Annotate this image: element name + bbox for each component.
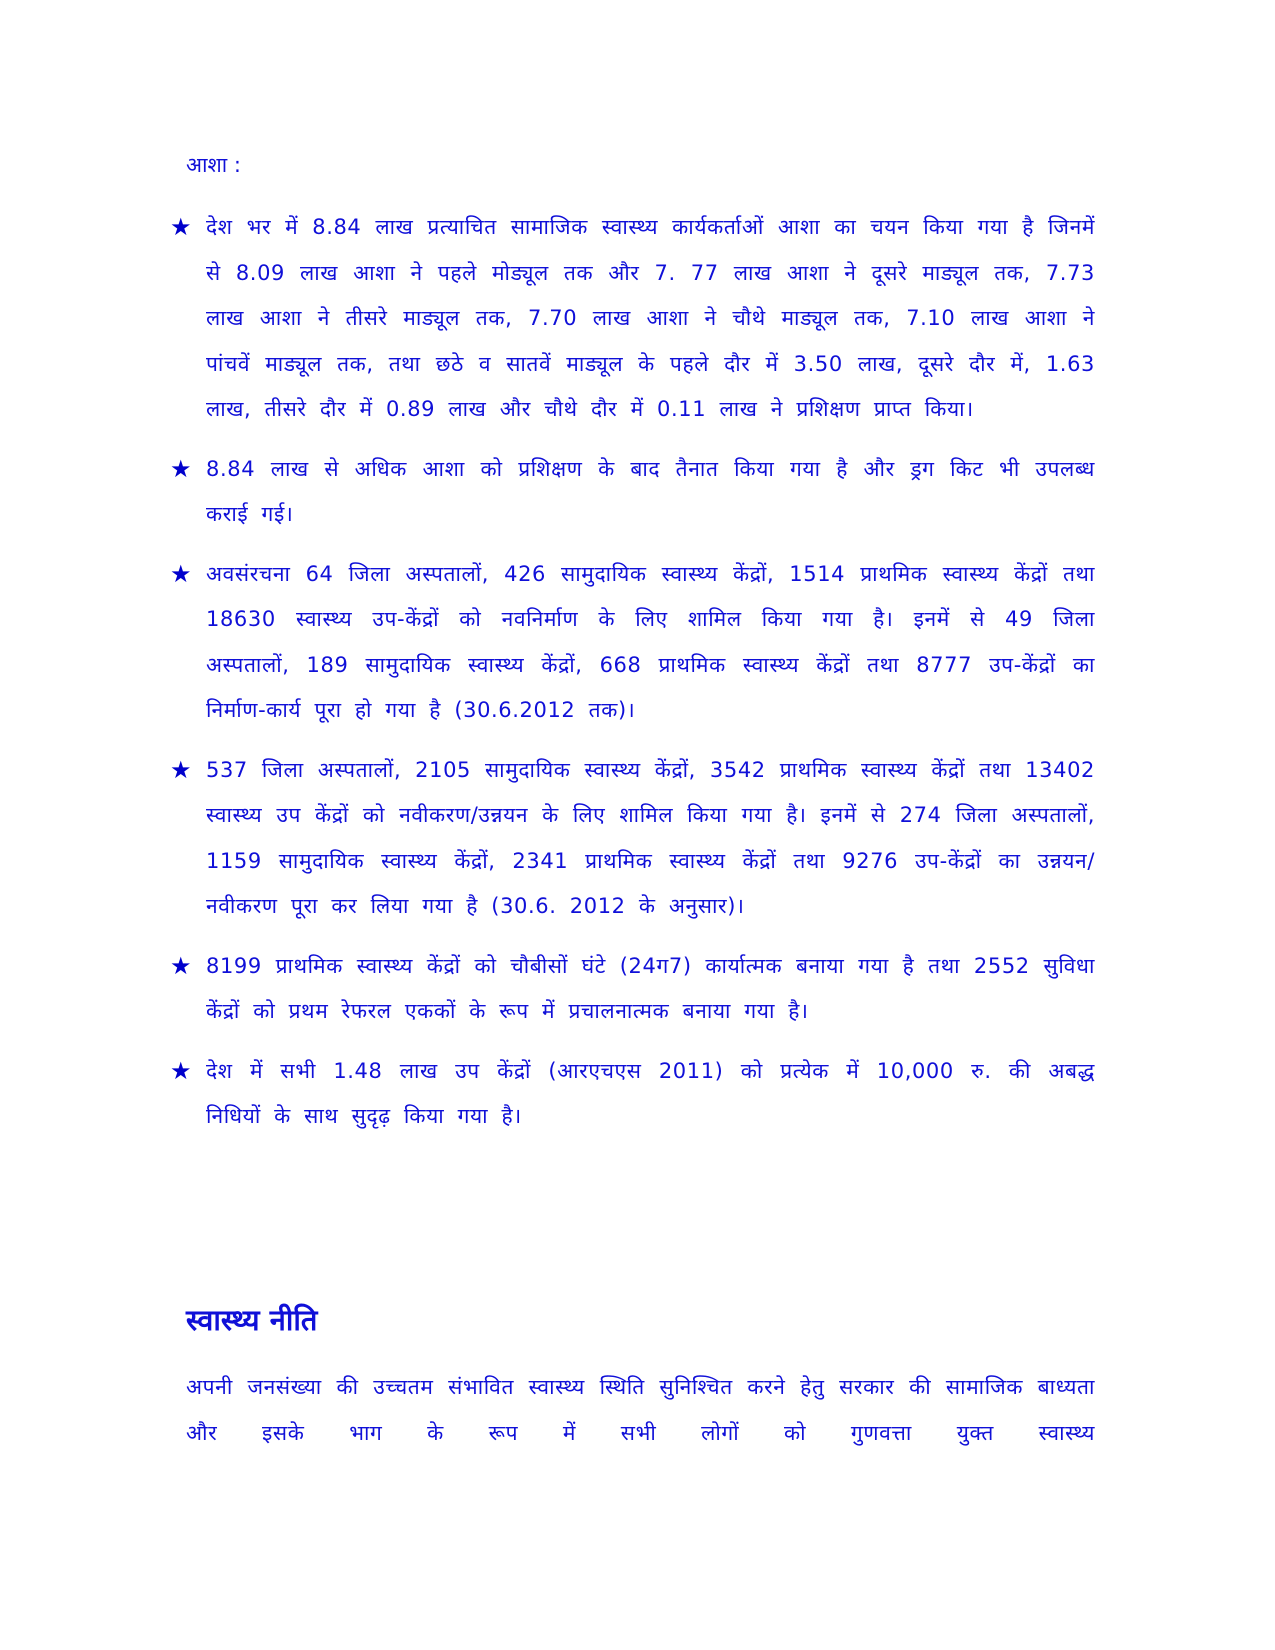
bullet-text: अवसंरचना 64 जिला अस्पतालों, 426 सामुदायिक स्वास्थ्य केंद्रों, 1514 प्राथमिक स्वास्थ्य केंद्रों तथा 18630 स्वास्थ्य उप-केंद्रों को नवनिर्माण के लिए शामिल किया गया है। इनमें से 49 जिला अस्पतालों, 189 सामुदायिक स्वास्थ्य केंद्रों, 668 प्राथमिक स्वास्थ्य केंद्रों तथा 8777 उप-केंद्रों का निर्माण-कार्य पूरा हो गया है (30.6.2012 तक)। (206, 561, 1095, 722)
star-bullet-icon: ★ (170, 755, 193, 784)
bullet-text: 8199 प्राथमिक स्वास्थ्य केंद्रों को चौबीसों घंटे (24ग7) कार्यात्मक बनाया गया है तथा 2552 सुविधा केंद्रों को प्रथम रेफरल एककों के रूप में प्रचालनात्मक बनाया गया है। (206, 953, 1095, 1023)
bullet-text: देश भर में 8.84 लाख प्रत्याचित सामाजिक स्वास्थ्य कार्यकर्ताओं आशा का चयन किया गया है जिनमें से 8.09 लाख आशा ने पहले मोड्यूल तक और 7. 77 लाख आशा ने दूसरे माड्यूल तक, 7.73 लाख आशा ने तीसरे माड्यूल तक, 7.70 लाख आशा ने चौथे माड्यूल तक, 7.10 लाख आशा ने पांचवें माड्यूल तक, तथा छठे व सातवें माड्यूल के पहले दौर में 3.50 लाख, दूसरे दौर में, 1.63 लाख, तीसरे दौर में 0.89 लाख और चौथे दौर में 0.11 लाख ने प्रशिक्षण प्राप्त किया। (206, 215, 1095, 421)
bullet-item (170, 447, 1095, 538)
star-bullet-icon: ★ (170, 213, 193, 241)
star-bullet-icon: ★ (170, 951, 193, 980)
bullet-item (170, 205, 1095, 433)
section-heading-health-policy: स्वास्थ्य नीति (186, 1303, 318, 1337)
bullet-text: देश में सभी 1.48 लाख उप केंद्रों (आरएचएस 2011) को प्रत्येक में 10,000 रु. की अबद्ध निधियों के साथ सुदृढ़ किया गया है। (206, 1058, 1095, 1128)
bullet-item (170, 1049, 1095, 1140)
bullet-text: 537 जिला अस्पतालों, 2105 सामुदायिक स्वास्थ्य केंद्रों, 3542 प्राथमिक स्वास्थ्य केंद्रों तथा 13402 स्वास्थ्य उप केंद्रों को नवीकरण/उन्नयन के लिए शामिल किया गया है। इनमें से 274 जिला अस्पतालों, 1159 सामुदायिक स्वास्थ्य केंद्रों, 2341 प्राथमिक स्वास्थ्य केंद्रों तथा 9276 उप-केंद्रों का उन्नयन/नवीकरण पूरा कर लिया गया है (30.6. 2012 के अनुसार)। (206, 757, 1095, 918)
bullet-text: 8.84 लाख से अधिक आशा को प्रशिक्षण के बाद तैनात किया गया है और ड्रग किट भी उपलब्ध कराई गई। (206, 456, 1095, 526)
star-bullet-icon: ★ (170, 454, 193, 483)
bullet-item (170, 748, 1095, 930)
section-label-asha: आशा : (186, 153, 241, 177)
bullet-item (170, 552, 1095, 734)
star-bullet-icon: ★ (170, 559, 193, 588)
bullet-list (170, 205, 1095, 1154)
bullet-item (170, 944, 1095, 1035)
body-paragraph: अपनी जनसंख्या की उच्चतम संभावित स्वास्थ्य स्थिति सुनिश्चित करने हेतु सरकार की सामाजिक बाध्यता और इसके भाग के रूप में सभी लोगों को गुणवत्ता युक्त स्वास्थ्य (186, 1375, 1095, 1445)
star-bullet-icon: ★ (170, 1056, 193, 1085)
